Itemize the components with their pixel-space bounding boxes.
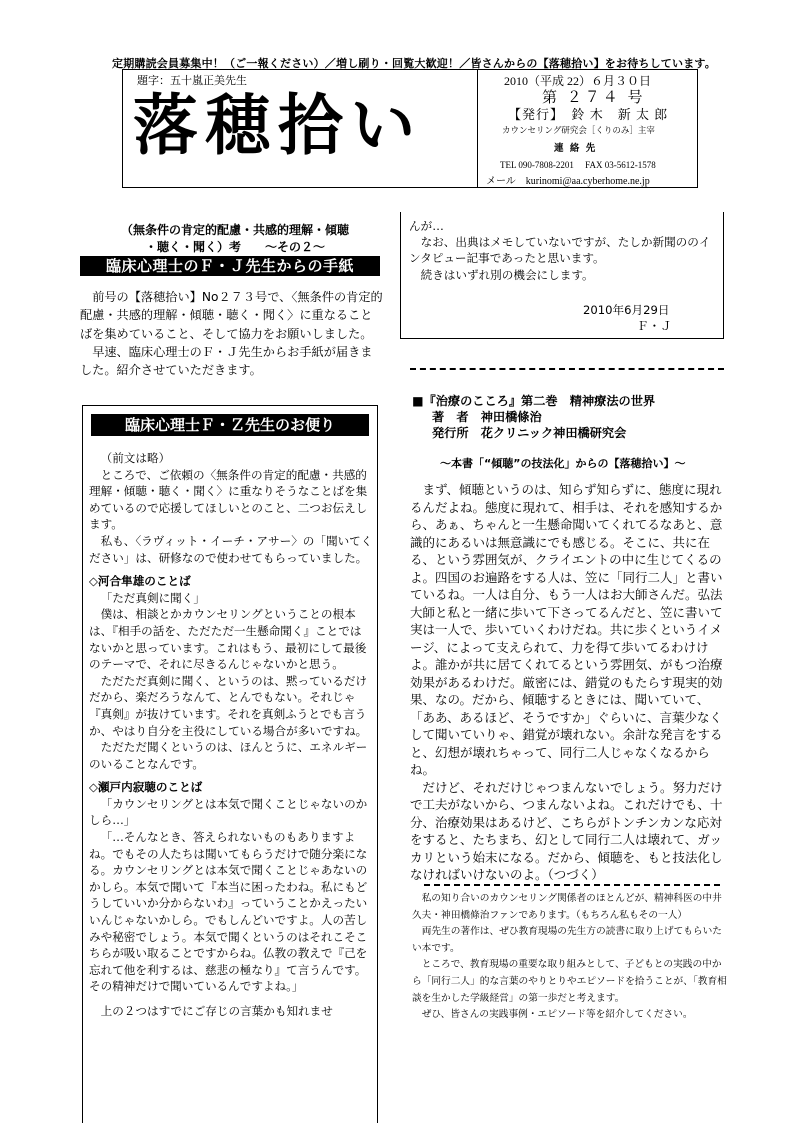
continuation-paragraph: んが… — [409, 219, 444, 233]
book-author: 著 者 神田橋條治 — [432, 410, 542, 424]
book-publisher: 発行所 花クリニック神田橋研究会 — [432, 426, 627, 440]
letter-paragraph: 私も、〈ラヴィット・イーチ・アサー〉の「聞いてください」は、研修なので使わせてもらっていました。 — [89, 533, 373, 565]
intro-paragraph: 前号の【落穂拾い】No２７３号で、〈無条件の肯定的配慮・共感的理解・傾聴・聴く・聞く〉に重なることばを集めていること、そして協力をお願いしました。 — [80, 290, 383, 341]
letter-title: 臨床心理士Ｆ・Ｚ先生のお便り — [91, 414, 369, 436]
book-excerpt — [410, 481, 726, 884]
note-paragraph: ところで、教育現場の重要な取り組みとして、子どもとの実践の中から「同行二人」的な言葉のやりとりやエピソードを拾うことが、「教育相談を生かした学級経営」の第一歩だと考えます。 — [412, 959, 727, 1004]
letter-paragraph: 「ただ真剣に聞く」 — [100, 590, 205, 605]
continuation-paragraph: 続きはいずれ別の機会にします。 — [420, 267, 594, 282]
masthead — [122, 69, 698, 188]
divider — [424, 884, 720, 886]
signature-date: 2010年6月29日 — [583, 303, 670, 317]
newsletter-logo: 落穂拾い — [133, 86, 424, 164]
letter-body — [89, 450, 373, 1020]
article-subtitle — [80, 222, 390, 256]
excerpt-paragraph: だけど、それだけじゃつまんないでしょう。努力だけで工夫がないから、つまんないよね。これだけでも、十分、治療効果はあるけど、こちらがトンチンカンな応対をすると、たちまち、幻として同行二人は壊れて、ガッカリという始末になる。だから、傾聴を、もと技法化しなければいけないのよ。（つづく） — [410, 779, 723, 882]
note-paragraph: 私の知り合いのカウンセリング関係者のほとんどが、精神科医の中井久夫・神田橋條治ファンであります。（もちろん私もその一人） — [412, 893, 722, 921]
subscription-banner: 定期購読会員募集中！（ご一報ください）／増し刷り・回覧大歓迎！／皆さんからの【落穂拾い】をお待ちしています。 — [112, 57, 716, 70]
book-title: ■『治療のこころ』第二巻 精神療法の世界 — [412, 394, 656, 408]
book-info — [412, 393, 732, 441]
issuer: 【発行】 鈴 木 新 太 郎 — [508, 107, 669, 122]
calligraphy-credit: 題字：五十嵐正美先生 — [137, 74, 247, 87]
letter-paragraph: ところで、ご依頼の〈無条件の肯定的配慮・共感的理解・傾聴・聴く・聞く〉に重なりそうなことばを集めているので応援してほしいとのこと、二つお伝えします。 — [89, 467, 368, 532]
continuation-text — [409, 218, 719, 283]
note-paragraph: 両先生の著作は、ぜひ教育現場の先生方の読書に取り上げてもらいたい本です。 — [412, 926, 722, 954]
article-headline: 臨床心理士のＦ・Ｊ先生からの手紙 — [80, 256, 380, 276]
letter-paragraph: （前文は略） — [100, 451, 171, 465]
letter-paragraph: 僕は、相談とかカウンセリングということの根本は、『相手の話を、ただただ一生懸命聞く』ことではないかと思っています。これはもう、最初にして最後のテーマで、それに尽きるんじゃないかと思う。 — [89, 607, 367, 672]
book-excerpt-subtitle: ～本書「“傾聴”の技法化」からの【落穂拾い】～ — [440, 457, 686, 470]
letter-paragraph: ただただ聞くというのは、ほんとうに、エネルギーのいることなんです。 — [89, 740, 368, 771]
signature-name: Ｆ・Ｊ — [637, 319, 672, 333]
issue-info — [477, 70, 698, 187]
note-paragraph: ぜひ、皆さんの実践事例・エピソード等を紹介してください。 — [421, 1009, 693, 1021]
article-intro — [80, 288, 384, 379]
subtitle-line-2: ・聴く・聞く）考 ～その２～ — [144, 240, 325, 254]
issue-date: 2010（平成 22）６月３０日 — [504, 74, 652, 88]
letter-paragraph: 上の２つはすでにご存じの言葉かも知れませ — [100, 1004, 333, 1018]
phone-fax: TEL 090-7808-2201 FAX 03-5612-1578 — [500, 160, 656, 170]
issue-number: 第 ２７４ 号 — [542, 90, 646, 106]
divider — [410, 368, 724, 370]
email: メール kurinomi@aa.cyberhome.ne.jp — [486, 176, 650, 187]
excerpt-paragraph: まず、傾聴というのは、知らず知らずに、態度に現れるんだよね。態度に現れて、相手は、それを感知するから、あぁ、ちゃんと一生懸命聞いてくれてるなあと、意識的にあるいは無意識にでも感じる。そこに、共に在る、という雰囲気が、クライエントの中に生じてくるのよ。四国のお遍路をする人は、笠に「同行二人」と書いているね。一人は自分、もう一人はお大師さんだ。弘法大師と私と一緒に歩いて下さってるんだと、笠に書いて実は一人で、歩いていくわけだね。共に歩くというイメージ、によって支えられて、力を得て歩いてるわけけよ。誰かが共に居てくれてるという雰囲気、がもつ治療効果があるわけだ。厳密には、錯覚のもたらす現実的効果、なの。だから、傾聴するときには、聞いていて、「ああ、あるほど、そうですか」ぐらいに、言葉少なくして聞いていりゃ、錯覚が壊れない。余計な発言をすると、幻想が壊れちゃって、同行二人じゃなくなるからね。 — [410, 482, 723, 777]
letter-paragraph: ただただ真剣に聞く、というのは、黙っているだけだから、楽だろうなんて、とんでもない。それじゃ『真剣』が抜けています。それを真剣ふうとでも言うか、やはり自分を主役にしている場合が多いですね。 — [89, 673, 368, 738]
section-title-setouchi: ◇瀬戸内寂聴のことば — [89, 780, 203, 795]
letter-continuation-box — [400, 212, 724, 339]
letter-paragraph: 「カウンセリングとは本気で聞くことじゃないのかしら…」 — [89, 796, 368, 828]
section-title-kawai: ◇河合隼雄のことば — [89, 574, 191, 589]
intro-paragraph: 早速、臨床心理士のＦ・Ｊ先生からお手紙が届きました。紹介させていただきます。 — [80, 344, 373, 378]
letter-paragraph: 「…そんなとき、答えられないものもありますよね。でもその人たちは聞いてもらうだけで随分楽になる。カウンセリングとは本気で聞くことじゃあないのかしら。本気で聞いて『本当に困ったわね。私にもどうしていいか分からないわ』っていうことかえったいいんじゃないかしら。でもしんどいですよ。人の苦しみや秘密でしょう。本気で聞くというのはそれこそこちらが吸い取ることですからね。仏教の教えで『己を忘れて他を利するは、慈悲の極なり』て言うんです。その精神だけで聞いているんですよね。」 — [89, 830, 368, 994]
continuation-paragraph: なお、出典はメモしていないですが、たしか新聞ののインタピュー記事であったと思います。 — [409, 235, 711, 266]
contact-label: 連 絡 先 — [554, 144, 598, 154]
letter-signature — [583, 302, 672, 334]
letter-box — [82, 405, 378, 1123]
organization: カウンセリング研究会［くりのみ］主宰 — [502, 125, 655, 135]
editor-note — [412, 891, 728, 1024]
subtitle-line-1: （無条件の肯定的配慮・共感的理解・傾聴 — [120, 223, 349, 237]
